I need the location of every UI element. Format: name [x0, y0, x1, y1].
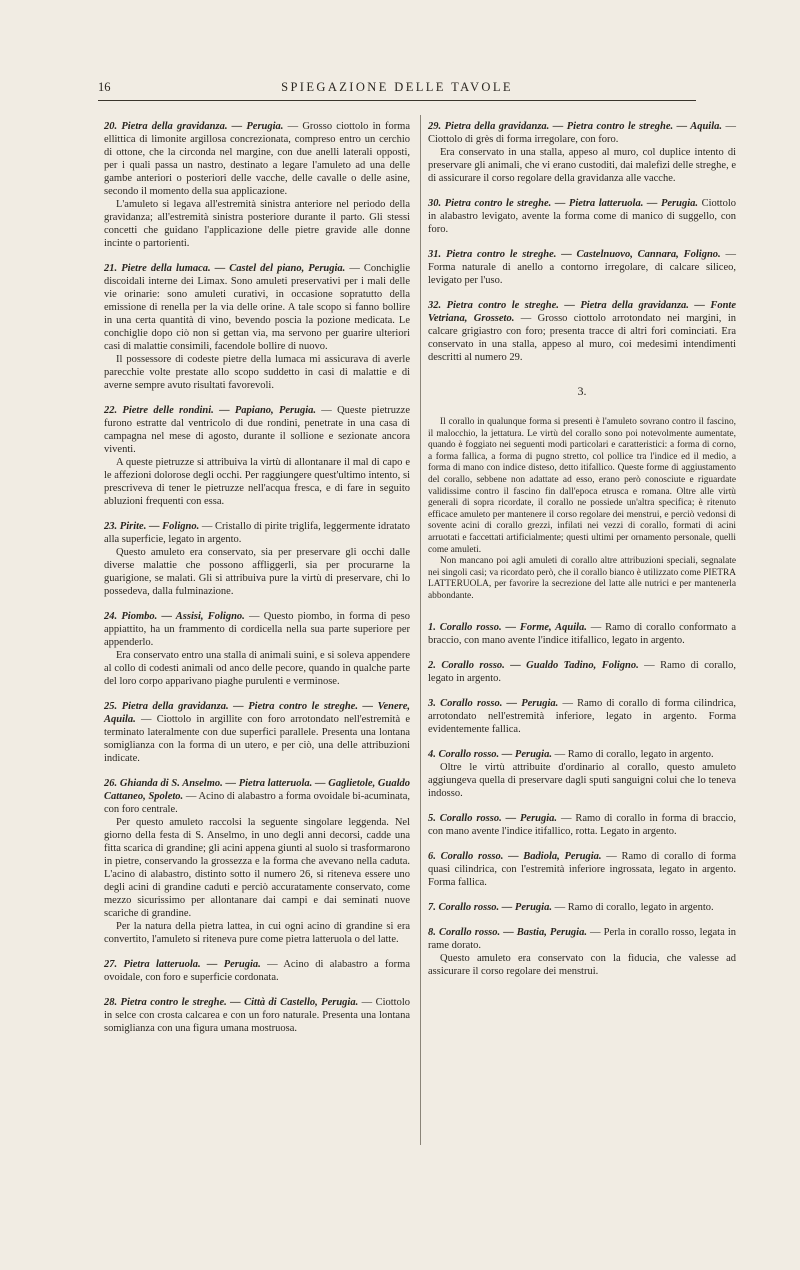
right-column	[428, 120, 736, 990]
catalogue-entry	[428, 248, 736, 287]
entry-number: 27.	[104, 959, 118, 970]
running-title: SPIEGAZIONE DELLE TAVOLE	[281, 80, 513, 94]
entry-note: Il possessore di codeste pietre della lumaca mi assicurava di averle parecchie volte prestate allo scopo suddetto in casi di malattie e di averne sempre avuto risultati favorevoli.	[104, 354, 410, 391]
entry-heading: Pietra contro le streghe. — Pietra della gravidanza. — Fonte Vetriana, Grosseto.	[428, 300, 737, 324]
entry-text: — Acino di alabastro a forma ovoidale, con foro e superficie cordonata.	[104, 959, 410, 983]
entry-number: 32.	[428, 300, 442, 311]
entry-number: 25.	[104, 701, 118, 712]
catalogue-entry	[104, 996, 410, 1035]
entry-heading: Pirite. — Foligno.	[119, 521, 200, 532]
entry-note: L'amuleto si legava all'estremità sinistra anteriore nel periodo della gravidanza; all'estremità sinistra posteriore durante il parto. Gli stessi concetti che guidano l'applicazione delle pietre gravide alle donne incinte o partorienti.	[104, 199, 410, 249]
left-entry-list	[104, 120, 410, 1035]
entry-number: 1.	[428, 621, 436, 633]
entry-heading: Pietre della lumaca. — Castel del piano, Perugia.	[121, 263, 346, 274]
entry-number: 31.	[428, 249, 442, 260]
entry-text: — Ramo di corallo in forma di braccio, con mano avente l'indice itifallico, rotta. Legato in argento.	[428, 812, 736, 837]
entry-text: — Ramo di corallo, legato in argento.	[428, 659, 736, 684]
entry-description	[428, 248, 736, 287]
running-header	[98, 80, 696, 96]
entry-text: — Conchiglie discoidali interne dei Limax. Sono amuleti preservativi per i mali delle vie orinarie: sono amuleti curativi, in occasione sopratutto della emissione di renella per la via delle orine. A tale scopo si fanno bollire in una certa quantità di vino, bevendo poscia la pozione medicata. Le conchiglie dopo ciò non si gettan via, ma servono per guarire ulteriori casi di malattie consimili, facendole bollire di nuovo.	[104, 263, 411, 352]
entry-note: Era conservato entro una stalla di animali suini, e si soleva appendere al collo di codesti animali od anco delle pecore, quando in qualche parte del loro corpo apparivano piaghe purulenti e verminose.	[104, 650, 410, 687]
entry-text: — Forma naturale di anello a contorno irregolare, di calcare siliceo, levigato per l'uso.	[428, 249, 737, 286]
entry-note: Per la natura della pietra lattea, in cui ogni acino di grandine si era convertito, l'amuleto si riteneva pure come pietra latteruola o del latte.	[104, 921, 410, 945]
entry-text: — Ramo di corallo, legato in argento.	[551, 901, 714, 913]
entry-number: 5.	[428, 812, 436, 824]
entry-heading: Ghianda di S. Anselmo. — Pietra latteruola. — Gaglietole, Gualdo Cattaneo, Spoleto.	[104, 778, 411, 802]
entry-note: Era conservato in una stalla, appeso al muro, col duplice intento di preservare gli animali, che vi erano custoditi, dai malefizi delle streghe, e di assicurare il corso regolare della gravidanza alle vacche.	[428, 147, 736, 184]
entry-heading: Pietra della gravidanza. — Perugia.	[121, 121, 284, 132]
entry-description	[428, 850, 736, 889]
entry-description	[104, 404, 410, 456]
entry-heading: Corallo rosso. — Gualdo Tadino, Foligno.	[441, 659, 639, 671]
intro-paragraph: Non mancano poi agli amuleti di corallo altre attribuzioni speciali, segnalate nei singoli casi; va ricordato però, che il corallo bianco è utilizzato come PIETRA LATTERUOLA, per favorire la secrezione del latte alle nutrici e per mantenerla abbondante.	[428, 556, 736, 601]
entry-text: — Queste pietruzze furono estratte dal ventricolo di due rondini, penetrate in una casa di campagna nel mese di agosto, durante il sollione e sezionate ancora viventi.	[104, 405, 410, 455]
entry-description	[104, 610, 410, 649]
coral-entry-list	[428, 621, 736, 978]
catalogue-entry	[428, 748, 736, 800]
right-entry-list	[428, 120, 736, 364]
catalogue-entry	[104, 120, 410, 250]
entry-description	[104, 958, 410, 984]
entry-heading: Pietra della gravidanza. — Pietra contro le streghe. — Aquila.	[444, 121, 723, 132]
entry-description	[104, 120, 410, 198]
entry-note: Per questo amuleto raccolsi la seguente singolare leggenda. Nel giorno della festa di S. Anselmo, in uno degli anni decorsi, cadde una fitta scarica di grandine; gli acini appena giunti al suolo si trasformarono in pietre, conservando la grossezza e la forma che avevano nella caduta. L'acino di alabastro, distinto sotto il numero 26, si riteneva essere uno degli acini di grandine caduti e perciò accuratamente conservato, come mezzo sicurissimo per allontanare dai campi e dai seminati nuove scariche di grandine.	[104, 817, 410, 919]
entry-heading: Pietra contro le streghe. — Pietra latteruola. — Perugia.	[444, 198, 699, 209]
entry-description	[104, 262, 410, 353]
entry-note: Oltre le virtù attribuite d'ordinario al corallo, questo amuleto aggiungeva quella di preservare dagli sputi sanguigni colui che lo teneva indosso.	[428, 761, 736, 799]
entry-heading: Pietra latteruola. — Perugia.	[123, 959, 261, 970]
catalogue-entry	[428, 120, 736, 185]
catalogue-entry	[428, 197, 736, 236]
intro-paragraph: Il corallo in qualunque forma si presenti è l'amuleto sovrano contro il fascino, il malocchio, la jettatura. Le virtù del corallo sono poi notevolmente aumentate, quando è foggiato nei seguenti modi particolari e caratteristici: a forma di corno, a forma fallica, a forma di pugno stretto, col pollice tra l'indice ed il medio, a forma di mano con indice disteso, detto itifallico. Queste forme di aggiustamento del corallo, sebbene non adattate ad esso, erano però conosciute e riguardate validissime contro il fascino fin dall'epoca etrusca e romana. Oltre alle virtù generali di sopra ricordate, il corallo ne possiede un'altra specifica; è ritenuto efficace amuleto per mantenere il corso regolare dei menstrui, e perciò vedonsi di sovente acini di corallo grezzi, infilati nei vezzi di corallo, formati di acini arruotati e faccettati artificialmente; questi ultimi per ornamento personale, quelli come amuleti.	[428, 417, 736, 555]
catalogue-entry	[104, 404, 410, 508]
catalogue-entry	[104, 958, 410, 984]
entry-number: 4.	[428, 748, 436, 760]
catalogue-entry	[104, 262, 410, 392]
entry-number: 26.	[104, 778, 118, 789]
entry-number: 28.	[104, 997, 118, 1008]
entry-heading: Corallo rosso. — Perugia.	[439, 812, 558, 824]
entry-description	[104, 777, 410, 816]
catalogue-entry	[428, 901, 736, 914]
entry-text: — Acino di alabastro a forma ovoidale bi-acuminata, con foro centrale.	[104, 791, 410, 815]
catalogue-entry	[428, 659, 736, 685]
entry-note: A queste pietruzze si attribuiva la virtù di allontanare il mal di capo e le affezioni dolorose degli occhi. Per raggiungere quest'ultimo intento, si prescriveva di tener le pietruzze nell'acqua fresca, e di fare in seguito abluzioni frequenti con essa.	[104, 457, 410, 507]
section-number: 3.	[577, 384, 587, 398]
entry-text: — Cristallo di pirite triglifa, leggermente idratato alla superficie, legato in argento.	[104, 521, 411, 545]
entry-description	[428, 197, 736, 236]
entry-heading: Corallo rosso. — Perugia.	[438, 748, 552, 760]
entry-text: — Ciottolo in selce con crosta calcarea e con un foro naturale. Presenta una lontana somiglianza con una figura umana mostruosa.	[104, 997, 410, 1034]
entry-text: — Questo piombo, in forma di peso appiattito, ha un frammento di cordicella nella sua parte superiore per appenderlo.	[104, 611, 411, 648]
entry-text: — Ramo di corallo, legato in argento.	[551, 748, 714, 760]
entry-number: 3.	[428, 697, 436, 709]
entry-description	[428, 812, 736, 838]
catalogue-entry	[428, 621, 736, 647]
entry-number: 8.	[428, 926, 436, 938]
entry-number: 6.	[428, 850, 436, 862]
entry-description	[428, 748, 736, 761]
entry-heading: Corallo rosso. — Perugia.	[438, 901, 552, 913]
catalogue-entry	[428, 812, 736, 838]
catalogue-entry	[104, 700, 410, 765]
entry-number: 29.	[428, 121, 442, 132]
entry-number: 7.	[428, 901, 436, 913]
entry-text: — Ciottolo in argillite con foro arrotondato nell'estremità e terminato lateralmente con due superfici parallele. Presenta una lontana somiglianza con la forma di un utero, e per ciò, una delle attribuzioni indicate.	[104, 714, 410, 764]
entry-description	[428, 901, 736, 914]
entry-description	[104, 700, 410, 765]
entry-description	[428, 659, 736, 685]
entry-heading: Pietre delle rondini. — Papiano, Perugia.	[122, 405, 316, 416]
catalogue-entry	[428, 299, 736, 364]
catalogue-entry	[104, 520, 410, 598]
entry-text: — Ciottolo di grès di forma irregolare, con foro.	[428, 121, 736, 145]
entry-description	[428, 621, 736, 647]
entry-text: — Perla in corallo rosso, legata in rame dorato.	[428, 926, 736, 951]
catalogue-entry	[428, 697, 736, 736]
catalogue-entry	[104, 610, 410, 688]
entry-heading: Corallo rosso. — Badiola, Perugia.	[440, 850, 602, 862]
entry-number: 21.	[104, 263, 118, 274]
catalogue-entry	[428, 926, 736, 978]
entry-description	[428, 926, 736, 952]
entry-description	[104, 520, 410, 546]
entry-note: Questo amuleto era conservato, sia per preservare gli occhi dalle diverse malattie che possono affliggerli, sia per procurarne la guarigione, se malati. Gli si attribuiva pure la virtù di preservare, chi lo possedeva, dalla fulminazione.	[104, 547, 410, 597]
coral-introduction	[428, 417, 736, 603]
entry-description	[428, 120, 736, 146]
entry-number: 30.	[428, 198, 442, 209]
catalogue-entry	[104, 777, 410, 946]
entry-number: 22.	[104, 405, 118, 416]
entry-text: — Ramo di corallo conformato a braccio, con mano avente l'indice itifallico, legato in argento.	[428, 621, 737, 646]
entry-heading: Corallo rosso. — Perugia.	[440, 697, 559, 709]
entry-number: 20.	[104, 121, 118, 132]
header-rule	[98, 100, 696, 101]
catalogue-entry	[428, 850, 736, 889]
entry-heading: Corallo rosso. — Forme, Aquila.	[439, 621, 587, 633]
entry-description	[428, 299, 736, 364]
entry-text: — Grosso ciottolo arrotondato nei margini, in calcare grigiastro con foro; presenta tracce di altri fori cominciati. Era conservato in una stalla, appeso al muro, coi medesimi intendimenti descritti al numero 29.	[428, 313, 736, 363]
entry-description	[428, 697, 736, 736]
entry-heading: Corallo rosso. — Bastia, Perugia.	[438, 926, 587, 938]
entry-number: 23.	[104, 521, 118, 532]
entry-heading: Piombo. — Assisi, Foligno.	[121, 611, 245, 622]
entry-text: — Grosso ciottolo in forma ellittica di limonite argillosa concrezionata, compreso entro un cerchio di ottone, che la circonda nel margine, con due anelli laterali opposti, per i quali passa un nastro, destinato a legare l'amuleto ad una delle gambe anteriori o posteriori delle vacche, delle cavalle o delle asine, secondo il momento della sua applicazione.	[104, 121, 411, 197]
entry-heading: Pietra contro le streghe. — Castelnuovo, Cannara, Foligno.	[445, 249, 721, 260]
page-number: 16	[98, 80, 111, 94]
entry-number: 24.	[104, 611, 118, 622]
left-column	[104, 120, 410, 1047]
entry-number: 2.	[428, 659, 436, 671]
entry-note: Questo amuleto era conservato con la fiducia, che valesse ad assicurare il corso regolare dei menstrui.	[428, 952, 736, 977]
entry-heading: Pietra della gravidanza. — Pietra contro le streghe. — Venere, Aquila.	[104, 701, 411, 725]
entry-description	[104, 996, 410, 1035]
entry-text: — Ramo di corallo di forma quasi cilindrica, con l'estremità inferiore ingrossata, legato in argento. Forma fallica.	[428, 850, 736, 888]
entry-text: Ciottolo in alabastro levigato, avente la forma come di manico di suggello, con foro.	[428, 198, 736, 235]
entry-heading: Pietra contro le streghe. — Città di Castello, Perugia.	[120, 997, 359, 1008]
entry-text: — Ramo di corallo di forma cilindrica, arrotondato nell'estremità inferiore, legato in argento. Forma evidentemente fallica.	[428, 697, 736, 735]
column-divider	[420, 115, 421, 1145]
